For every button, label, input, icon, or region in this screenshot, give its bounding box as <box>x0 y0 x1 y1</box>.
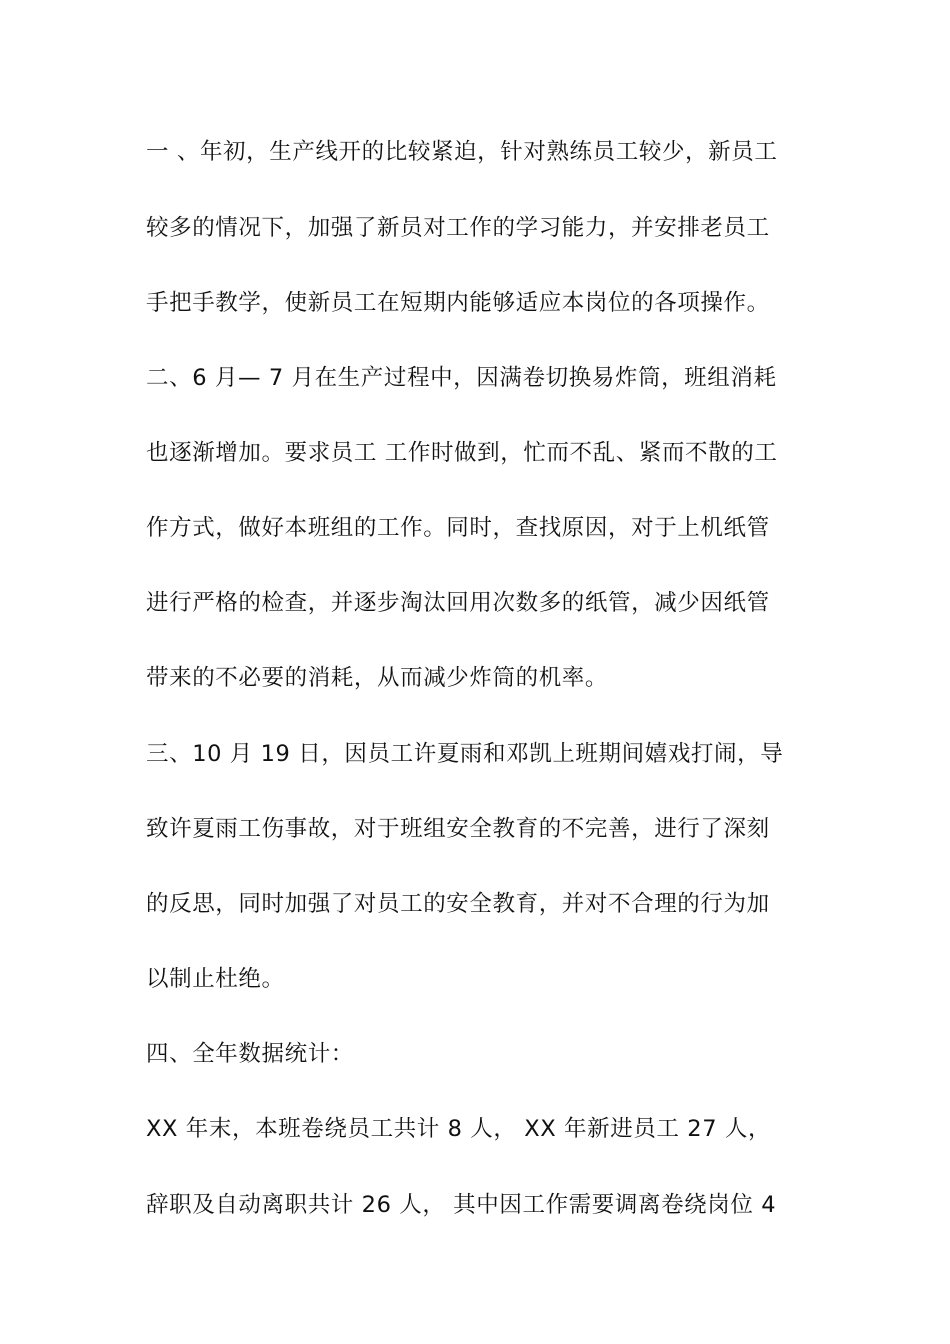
text-line: 四、全年数据统计： <box>146 1041 354 1067</box>
text-line: 一 、年初，生产线开的比较紧迫，针对熟练员工较少，新员工 <box>146 139 778 165</box>
text-line: 进行严格的检查，并逐步淘汰回用次数多的纸管，减少因纸管 <box>146 590 770 616</box>
text-line: 辞职及自动离职共计 26 人， 其中因工作需要调离卷绕岗位 4 <box>146 1192 777 1218</box>
text-line: 以制止杜绝。 <box>146 966 285 992</box>
text-line: 较多的情况下，加强了新员对工作的学习能力，并安排老员工 <box>146 215 770 241</box>
text-line: 带来的不必要的消耗，从而减少炸筒的机率。 <box>146 665 609 691</box>
text-line: 二、6 月— 7 月在生产过程中，因满卷切换易炸筒，班组消耗 <box>146 365 777 391</box>
text-line: 致许夏雨工伤事故，对于班组安全教育的不完善，进行了深刻 <box>146 816 770 842</box>
text-line: 的反思，同时加强了对员工的安全教育，并对不合理的行为加 <box>146 891 770 917</box>
text-line: 作方式，做好本班组的工作。同时，查找原因，对于上机纸管 <box>146 515 770 541</box>
text-line: 三、10 月 19 日，因员工许夏雨和邓凯上班期间嬉戏打闹，导 <box>146 741 784 767</box>
text-line: 手把手教学，使新员工在短期内能够适应本岗位的各项操作。 <box>146 290 770 316</box>
text-line: 也逐渐增加。要求员工 工作时做到，忙而不乱、紧而不散的工 <box>146 440 778 466</box>
text-line: XX 年末，本班卷绕员工共计 8 人， XX 年新进员工 27 人， <box>146 1116 772 1142</box>
